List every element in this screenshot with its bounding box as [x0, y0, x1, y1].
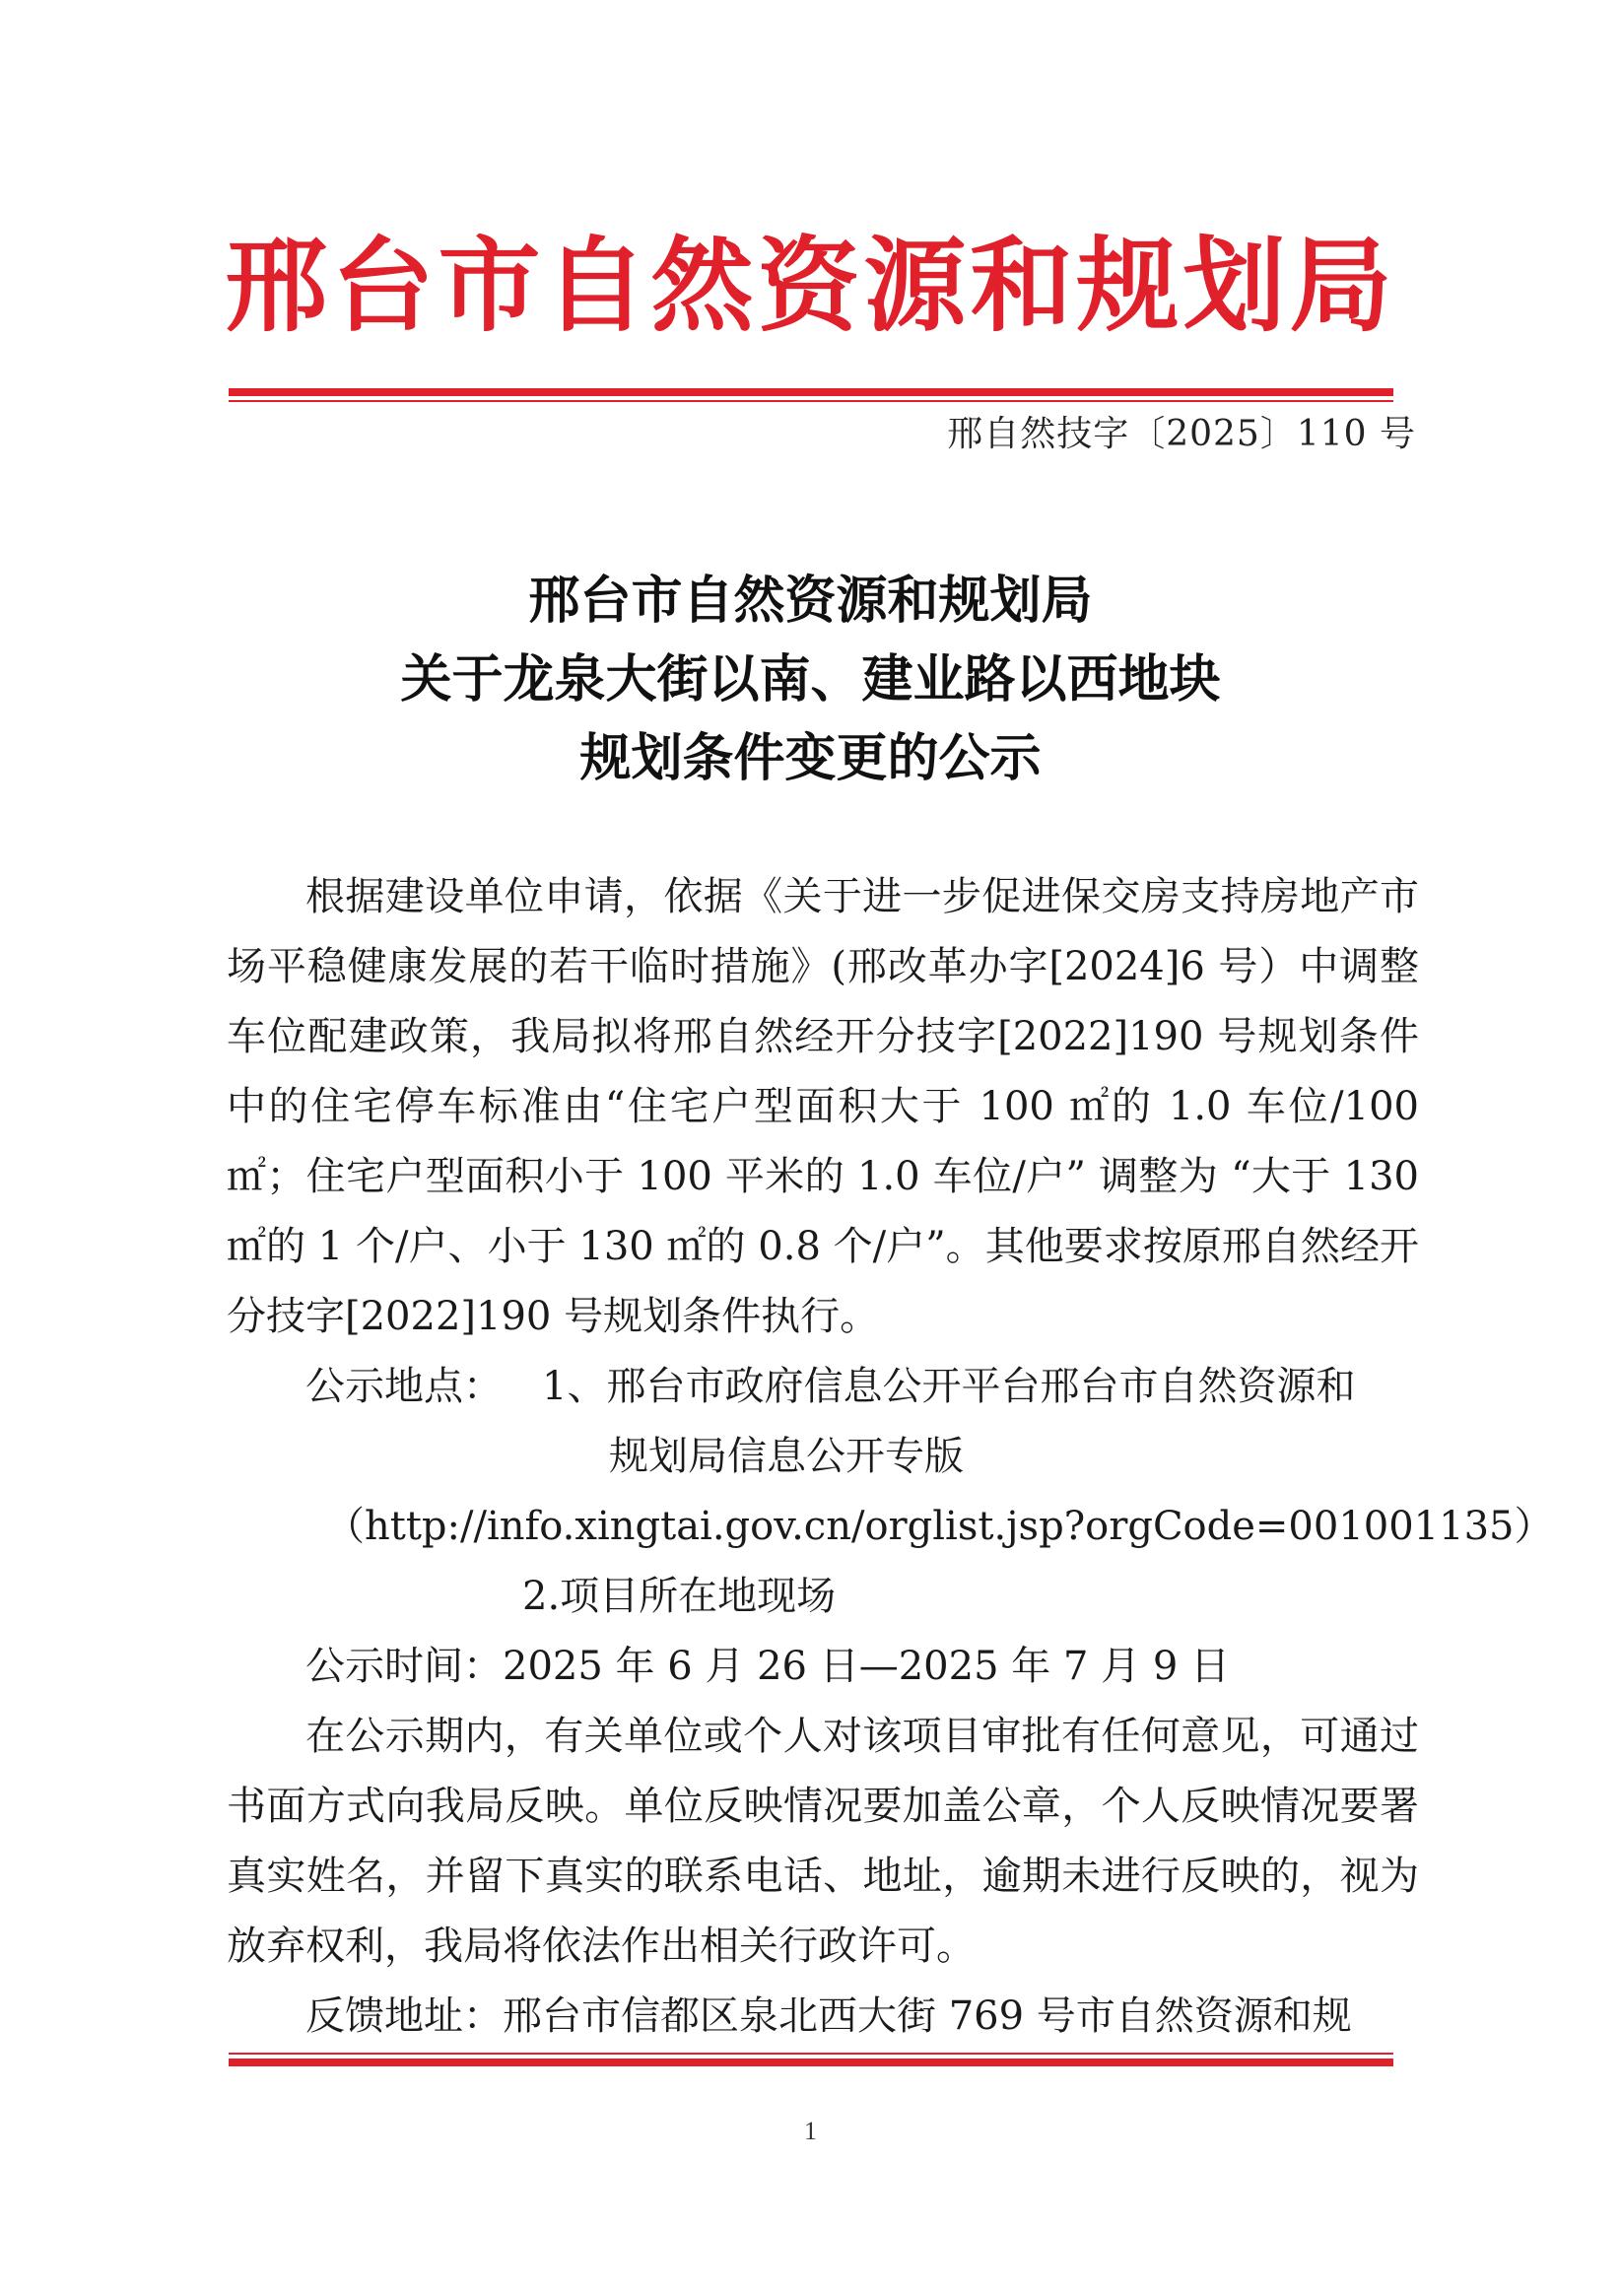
location-item-2: 2.项目所在地现场	[522, 1574, 837, 1619]
location-item-1-line-1: 1、邢台市政府信息公开平台邢台市自然资源和	[542, 1364, 1356, 1409]
page-number: 1	[804, 2117, 817, 2145]
header-red-rule-thick	[229, 388, 1393, 396]
location-item-1-line-2: 规划局信息公开专版	[609, 1434, 964, 1479]
notice-period: 公示时间：2025 年 6 月 26 日—2025 年 7 月 9 日	[305, 1644, 1230, 1689]
footer-red-rule-thick	[229, 2059, 1393, 2066]
document-number: 邢自然技字〔2025〕110 号	[947, 414, 1416, 454]
notice-title-line-3: 规划条件变更的公示	[579, 728, 1042, 788]
location-label: 公示地点：	[305, 1364, 503, 1409]
notice-title	[0, 562, 1621, 798]
issuer-header-title: 邢台市自然资源和规划局	[225, 225, 1396, 346]
location-line-1	[227, 1352, 1419, 1422]
header-red-rule-thin	[229, 400, 1393, 402]
body-paragraph-basis: 根据建设单位申请，依据《关于进一步促进保交房支持房地产市场平稳健康发展的若干临时措施》(邢改革办字[2024]6 号）中调整车位配建政策，我局拟将邢自然经开分技字[2022]190 号规划条件中的住宅停车标准由“住宅户型面积大于 100 ㎡的 1.0 车位/100 ㎡；住宅户型面积小于 100 平米的 1.0 车位/户” 调整为 “大于 130 ㎡的 1 个/户、小于 130 ㎡的 0.8 个/户”。其他要求按原邢自然经开分技字[2022]190 号规划条件执行。	[227, 874, 1419, 1339]
feedback-address: 反馈地址：邢台市信都区泉北西大街 769 号市自然资源和规	[305, 1993, 1352, 2039]
location-url: （http://info.xingtai.gov.cn/orglist.jsp?orgCode=001001135）	[325, 1504, 1554, 1549]
footer-red-rule-thin	[229, 2053, 1393, 2055]
notice-body	[227, 862, 1554, 2052]
notice-title-line-2: 关于龙泉大街以南、建业路以西地块	[400, 649, 1221, 709]
body-paragraph-objection: 在公示期内，有关单位或个人对该项目审批有任何意见，可通过书面方式向我局反映。单位反映情况要加盖公章，个人反映情况要署真实姓名，并留下真实的联系电话、地址，逾期未进行反映的，视为放弃权利，我局将依法作出相关行政许可。	[227, 1714, 1419, 1969]
notice-title-line-1: 邢台市自然资源和规划局	[528, 571, 1093, 631]
